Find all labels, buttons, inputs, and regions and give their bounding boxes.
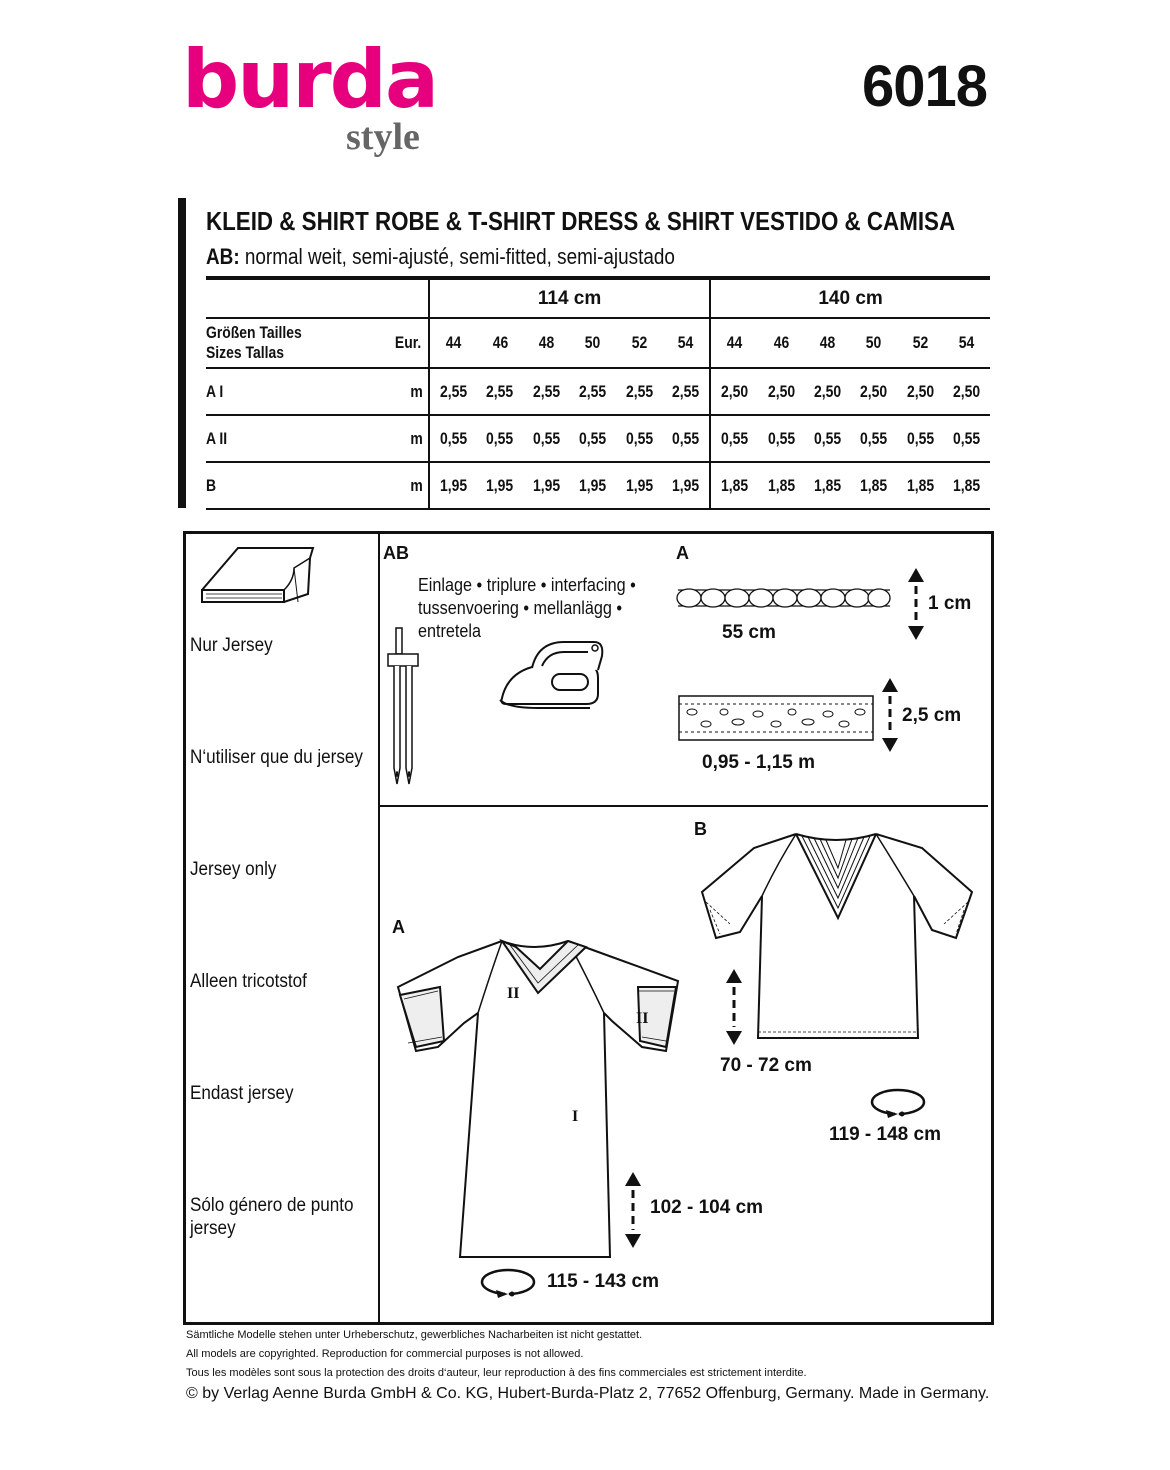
fabric-bolt-icon xyxy=(198,540,318,610)
piping-width-arrow xyxy=(904,564,928,644)
width-loop-icon-b xyxy=(868,1086,932,1120)
brand-logo: burda xyxy=(182,33,437,126)
piping-cord-icon xyxy=(676,584,896,610)
tape-width-arrow xyxy=(878,674,902,756)
table-row: B m 1,95 1,95 1,95 1,95 1,95 1,95 1,85 1,85 1,85 1,85 1,85 1,85 xyxy=(206,462,990,509)
fabric-note-nl: Alleen tricotstof xyxy=(190,971,307,992)
table-row: A I m 2,55 2,55 2,55 2,55 2,55 2,55 2,50 2,50 2,50 2,50 2,50 2,50 xyxy=(206,368,990,415)
piping-length: 55 cm xyxy=(722,622,776,643)
model-a-label: A xyxy=(392,917,405,937)
fabric-width-114: 114 cm xyxy=(429,278,710,318)
fabric-note-de: Nur Jersey xyxy=(190,635,273,656)
fabric-note-en: Jersey only xyxy=(190,859,277,880)
width-loop-icon-a xyxy=(478,1266,542,1300)
pattern-number: 6018 xyxy=(862,54,988,119)
model-b-length: 70 - 72 cm xyxy=(720,1055,812,1076)
copyright-note-fr: Tous les modèles sont sous la protection des droits d‘auteur, leur reproduction à des fins commerciales est strictement interdite. xyxy=(186,1367,807,1379)
size-cell: 50 xyxy=(851,318,897,368)
size-cell: 48 xyxy=(523,318,569,368)
fabric-note-fr: N‘utiliser que du jersey xyxy=(190,747,363,768)
fabric-note-sv: Endast jersey xyxy=(190,1083,294,1104)
size-cell: 44 xyxy=(429,318,477,368)
size-cell: 52 xyxy=(616,318,662,368)
fabric-note-es: Sólo género de punto jersey xyxy=(190,1195,354,1239)
piece-mark-neckband: II xyxy=(507,985,520,1002)
length-arrow-b xyxy=(722,967,746,1047)
piece-mark-main: I xyxy=(572,1108,579,1125)
model-a-length: 102 - 104 cm xyxy=(650,1197,764,1218)
tape-width: 2,5 cm xyxy=(902,705,962,726)
model-a-width: 115 - 143 cm xyxy=(547,1271,659,1292)
size-cell: 48 xyxy=(804,318,850,368)
yardage-table xyxy=(206,276,990,510)
fit-description: AB: normal weit, semi-ajusté, semi-fitted, semi-ajustado xyxy=(206,244,675,269)
interfacing-text: Einlage • triplure • interfacing • tussenvoering • mellanlägg • entretela xyxy=(418,575,636,641)
size-cell: 50 xyxy=(570,318,616,368)
size-cell: 54 xyxy=(662,318,710,368)
model-b-width: 119 - 148 cm xyxy=(829,1124,941,1145)
section-label-a: A xyxy=(676,543,689,563)
tape-length: 0,95 - 1,15 m xyxy=(702,752,816,773)
panel-divider-vertical xyxy=(378,531,380,1322)
size-cell: 52 xyxy=(897,318,943,368)
fabric-width-140: 140 cm xyxy=(710,278,990,318)
brand-tagline: style xyxy=(346,116,420,158)
size-system: Eur. xyxy=(376,318,429,368)
size-label: Größen Tailles Sizes Tallas xyxy=(206,318,376,368)
length-arrow-a xyxy=(621,1170,645,1250)
publisher-copyright: © by Verlag Aenne Burda GmbH & Co. KG, Hubert-Burda-Platz 2, 77652 Offenburg, Germany. Made in Germany. xyxy=(186,1385,990,1402)
section-label-ab: AB xyxy=(383,543,409,563)
size-cell: 54 xyxy=(944,318,990,368)
size-cell: 44 xyxy=(710,318,758,368)
copyright-note-de: Sämtliche Modelle stehen unter Urheberschutz, gewerbliches Nacharbeiten ist nicht gestattet. xyxy=(186,1329,643,1341)
twin-needle-icon xyxy=(384,628,424,788)
model-b-label: B xyxy=(694,819,707,839)
panel-divider-horizontal xyxy=(380,805,988,807)
garment-title: KLEID & SHIRT ROBE & T-SHIRT DRESS & SHIRT VESTIDO & CAMISA xyxy=(206,206,956,236)
fusible-tape-icon xyxy=(678,694,876,744)
piping-width: 1 cm xyxy=(928,593,972,614)
heading-accent-bar xyxy=(178,198,186,508)
iron-icon xyxy=(498,638,608,710)
piece-mark-cuff: II xyxy=(636,1010,649,1027)
size-cell: 46 xyxy=(477,318,523,368)
size-cell: 46 xyxy=(758,318,804,368)
table-row: A II m 0,55 0,55 0,55 0,55 0,55 0,55 0,55 0,55 0,55 0,55 0,55 0,55 xyxy=(206,415,990,462)
copyright-note-en: All models are copyrighted. Reproduction for commercial purposes is not allowed. xyxy=(186,1348,584,1360)
